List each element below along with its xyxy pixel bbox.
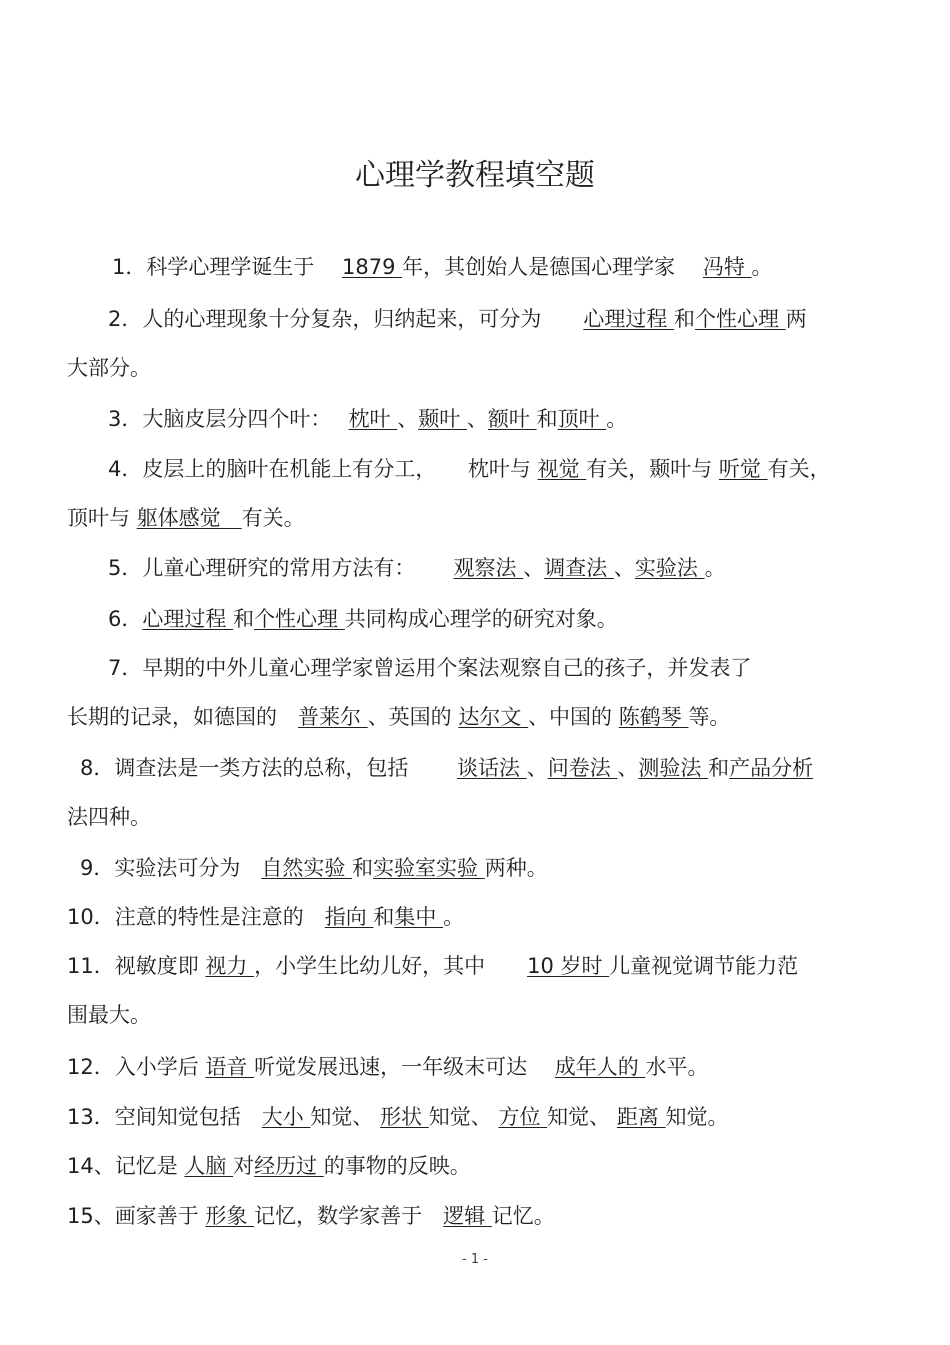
page-title: 心理学教程填空题 [355, 158, 595, 193]
question-line [108, 604, 618, 634]
answer-blank: 心理过程 [142, 607, 234, 631]
question-text: 记忆。 [491, 1204, 555, 1228]
answer-blank: 逻辑 [443, 1204, 492, 1228]
question-text: 和 [373, 905, 395, 929]
question-text: 两 [785, 307, 807, 331]
question-line [108, 454, 831, 484]
answer-blank: 调查法 [544, 556, 614, 580]
question-text: 知觉。 [665, 1105, 729, 1129]
question-text: 。 [606, 407, 628, 431]
answer-blank: 谈话法 [457, 756, 527, 780]
answer-blank: 视力 [205, 954, 255, 978]
answer-blank: 方位 [498, 1105, 548, 1129]
answer-blank: 10 岁时 [527, 954, 610, 978]
answer-blank: 心理过程 [583, 307, 675, 331]
answer-blank: 普莱尔 [298, 705, 368, 729]
question-text: 、英国的 [367, 705, 459, 729]
question-text: 14、记忆是 [67, 1154, 185, 1178]
question-text: 儿童视觉调节能力范 [609, 954, 799, 978]
page-number: - 1 - [462, 1252, 488, 1267]
question-text: 8．调查法是一类方法的总称，包括 [80, 756, 458, 780]
question-line [67, 1052, 708, 1082]
answer-blank: 个性心理 [695, 307, 786, 331]
answer-blank: 实验室实验 [373, 856, 485, 880]
question-line [67, 353, 151, 383]
question-text: 大部分。 [67, 356, 151, 380]
question-text: 、 [523, 556, 545, 580]
question-text: 7．早期的中外儿童心理学家曾运用个案法观察自己的孩子，并发表了 [108, 656, 752, 680]
question-text: 和 [674, 307, 696, 331]
question-text: 顶叶与 [67, 506, 137, 530]
question-line [67, 1102, 729, 1132]
question-text: 等。 [688, 705, 731, 729]
question-text: 12．入小学后 [67, 1055, 206, 1079]
answer-blank: 距离 [616, 1105, 666, 1129]
question-text: 围最大。 [67, 1003, 151, 1027]
answer-blank: 成年人的 [554, 1055, 646, 1079]
answer-blank: 人脑 [184, 1154, 234, 1178]
answer-blank: 语音 [205, 1055, 255, 1079]
question-line [67, 1000, 151, 1030]
answer-blank: 形状 [380, 1105, 429, 1129]
question-line [67, 503, 305, 533]
question-line [67, 1151, 471, 1181]
question-text: 对 [233, 1154, 255, 1178]
question-text: 听觉发展迅速，一年级末可达 [254, 1055, 555, 1079]
question-text: 、 [466, 407, 488, 431]
answer-blank: 额叶 [487, 407, 537, 431]
answer-blank: 大小 [261, 1105, 311, 1129]
answer-blank: 顶叶 [557, 407, 607, 431]
answer-blank: 产品分析 [729, 756, 814, 780]
question-line [108, 304, 807, 334]
question-line [67, 1201, 555, 1231]
question-text: 15、画家善于 [67, 1204, 206, 1228]
question-text: 知觉、 [310, 1105, 381, 1129]
question-text: 、 [617, 756, 639, 780]
question-text: 。 [704, 556, 726, 580]
answer-blank: 指向 [324, 905, 374, 929]
question-text: 法四种。 [67, 805, 151, 829]
question-text: 长期的记录，如德国的 [67, 705, 298, 729]
question-text: 年，其创始人是德国心理学家 [402, 255, 703, 279]
question-text: 两种。 [484, 856, 548, 880]
question-text: 5．儿童心理研究的常用方法有： [108, 556, 454, 580]
answer-blank: 视觉 [537, 457, 587, 481]
answer-blank: 形象 [205, 1204, 255, 1228]
question-text: 记忆，数学家善于 [254, 1204, 444, 1228]
question-text: 水平。 [645, 1055, 709, 1079]
question-text: 、 [613, 556, 635, 580]
question-text: 、 [397, 407, 419, 431]
question-line [67, 702, 730, 732]
answer-blank: 个性心理 [254, 607, 345, 631]
question-text: 共同构成心理学的研究对象。 [344, 607, 618, 631]
answer-blank: 颞叶 [418, 407, 467, 431]
question-line [108, 653, 751, 683]
question-text: 和 [233, 607, 255, 631]
answer-blank: 自然实验 [261, 856, 353, 880]
question-text: 、中国的 [528, 705, 619, 729]
question-text: 有关。 [241, 506, 305, 530]
question-line [112, 252, 773, 282]
question-text: ，小学生比幼儿好，其中 [254, 954, 528, 978]
answer-blank: 陈鹤琴 [618, 705, 689, 729]
question-text: 和 [708, 756, 730, 780]
question-line [108, 553, 726, 583]
question-text: 知觉、 [428, 1105, 499, 1129]
question-text: 2．人的心理现象十分复杂，归纳起来，可分为 [108, 307, 584, 331]
answer-blank: 问卷法 [547, 756, 618, 780]
question-line [67, 902, 464, 932]
answer-blank: 达尔文 [458, 705, 529, 729]
answer-blank: 经历过 [254, 1154, 324, 1178]
question-text: 。 [443, 905, 465, 929]
question-text: 3．大脑皮层分四个叶： [108, 407, 349, 431]
answer-blank: 观察法 [453, 556, 524, 580]
question-line [108, 404, 627, 434]
answer-blank: 冯特 [702, 255, 752, 279]
question-line [67, 802, 151, 832]
question-text: 知觉、 [547, 1105, 617, 1129]
question-text: 10．注意的特性是注意的 [67, 905, 325, 929]
question-text: 和 [352, 856, 374, 880]
question-text: 1．科学心理学诞生于 [112, 255, 343, 279]
question-text: 的事物的反映。 [323, 1154, 471, 1178]
question-text: 。 [751, 255, 773, 279]
answer-blank: 听觉 [718, 457, 768, 481]
answer-blank: 1879 [342, 255, 403, 279]
question-text: 13．空间知觉包括 [67, 1105, 262, 1129]
question-text: 和 [536, 407, 558, 431]
question-text: 有关，颞叶与 [586, 457, 719, 481]
question-text: 、 [526, 756, 548, 780]
answer-blank: 测验法 [638, 756, 709, 780]
question-text: 9．实验法可分为 [80, 856, 262, 880]
question-text: 4．皮层上的脑叶在机能上有分工， 枕叶与 [108, 457, 538, 481]
question-line [80, 753, 813, 783]
question-text: 有关， [767, 457, 831, 481]
question-line [67, 951, 798, 981]
question-text: 6． [108, 607, 143, 631]
answer-blank: 躯体感觉 [136, 506, 242, 530]
answer-blank: 枕叶 [348, 407, 398, 431]
question-line [80, 853, 548, 883]
question-text: 11．视敏度即 [67, 954, 206, 978]
answer-blank: 实验法 [634, 556, 705, 580]
answer-blank: 集中 [394, 905, 444, 929]
